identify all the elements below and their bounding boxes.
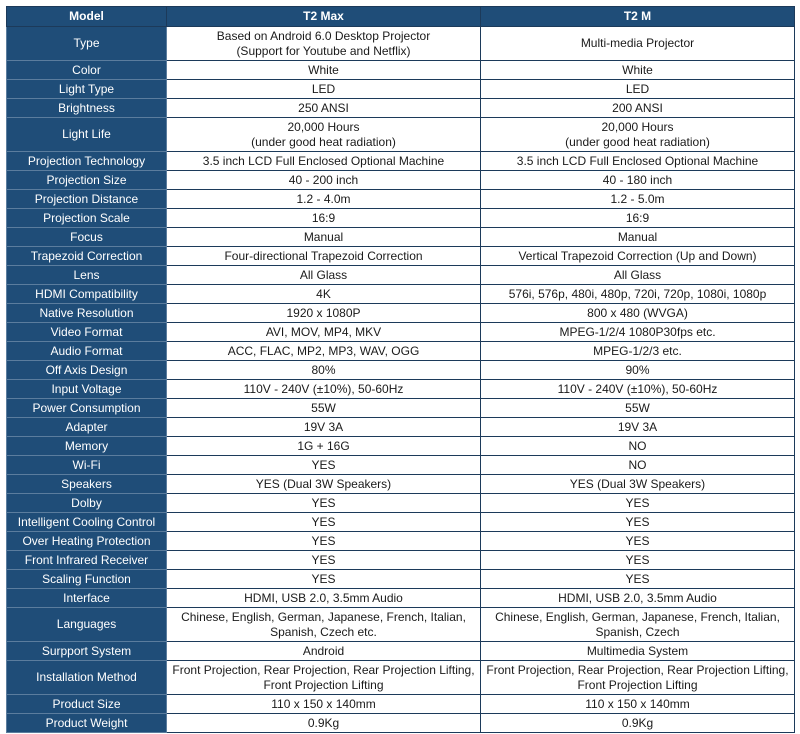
cell-line: NO [628,457,647,472]
cell-line: 1.2 - 4.0m [296,191,351,206]
cell-line: YES [311,533,336,548]
row-label: Light Type [7,80,167,99]
cell-line: AVI, MOV, MP4, MKV [265,324,382,339]
table-row [7,608,795,642]
row-label: Projection Size [7,171,167,190]
table-row [7,399,795,418]
table-row [7,418,795,437]
row-label: Memory [7,437,167,456]
cell-t2-max [167,532,481,551]
cell-t2-m [481,695,795,714]
cell-t2-max [167,152,481,171]
cell-t2-m [481,80,795,99]
row-label: Front Infrared Receiver [7,551,167,570]
cell-line: 110 x 150 x 140mm [585,696,690,711]
table-row [7,99,795,118]
cell-t2-max [167,27,481,61]
row-label: Installation Method [7,661,167,695]
cell-t2-max [167,342,481,361]
cell-t2-max [167,456,481,475]
cell-t2-max [167,361,481,380]
cell-line: All Glass [299,267,348,282]
cell-t2-m [481,551,795,570]
table-row [7,285,795,304]
cell-t2-m [481,437,795,456]
cell-line: 576i, 576p, 480i, 480p, 720i, 720p, 1080i, 1080p [508,286,767,301]
cell-line: 40 - 200 inch [288,172,359,187]
row-label: Intelligent Cooling Control [7,513,167,532]
table-row [7,714,795,733]
cell-line: White [622,62,653,77]
spec-comparison-table [6,6,795,733]
cell-line: Android [302,643,345,658]
cell-t2-m [481,513,795,532]
header-t2-max: T2 Max [167,7,481,27]
cell-t2-m [481,570,795,589]
cell-t2-max [167,209,481,228]
cell-t2-max [167,285,481,304]
cell-line: 40 - 180 inch [602,172,673,187]
table-row [7,266,795,285]
row-label: Video Format [7,323,167,342]
cell-line: 55W [311,400,336,415]
cell-line: YES [625,495,650,510]
cell-t2-m [481,228,795,247]
table-row [7,342,795,361]
cell-t2-m [481,418,795,437]
cell-line: Four-directional Trapezoid Correction [224,248,423,263]
cell-t2-m [481,27,795,61]
row-label: Product Size [7,695,167,714]
cell-t2-max [167,513,481,532]
row-label: Focus [7,228,167,247]
cell-t2-m [481,661,795,695]
row-label: Adapter [7,418,167,437]
cell-t2-max [167,494,481,513]
cell-line: 16:9 [625,210,650,225]
row-label: Input Voltage [7,380,167,399]
cell-line: Vertical Trapezoid Correction (Up and Down) [518,248,757,263]
row-label: Light Life [7,118,167,152]
table-row [7,532,795,551]
cell-t2-m [481,532,795,551]
cell-line: HDMI, USB 2.0, 3.5mm Audio [558,590,717,605]
cell-t2-m [481,152,795,171]
table-row [7,247,795,266]
cell-t2-max [167,437,481,456]
row-label: Product Weight [7,714,167,733]
cell-line: Based on Android 6.0 Desktop Projector [216,28,431,43]
cell-t2-m [481,380,795,399]
cell-t2-max [167,266,481,285]
table-row [7,323,795,342]
cell-line: 80% [311,362,336,377]
cell-line: 55W [625,400,650,415]
cell-line: Chinese, English, German, Japanese, French, Italian, [181,609,466,624]
row-label: Languages [7,608,167,642]
table-row [7,27,795,61]
cell-line: Chinese, English, German, Japanese, French, Italian, [495,609,780,624]
row-label: Type [7,27,167,61]
cell-line: LED [311,81,336,96]
cell-line: 0.9Kg [307,715,340,730]
cell-line: 1920 x 1080P [286,305,361,320]
cell-t2-max [167,551,481,570]
row-label: Wi-Fi [7,456,167,475]
cell-line: 200 ANSI [612,100,663,115]
cell-t2-max [167,304,481,323]
cell-line: 250 ANSI [298,100,349,115]
cell-line: (under good heat radiation) [565,134,710,149]
table-body [7,27,795,733]
cell-line: YES [625,552,650,567]
cell-line: YES [311,495,336,510]
table-row [7,118,795,152]
cell-line: Manual [617,229,658,244]
cell-t2-m [481,190,795,209]
table-row [7,589,795,608]
cell-t2-m [481,456,795,475]
spec-table-container [6,6,794,733]
cell-line: 3.5 inch LCD Full Enclosed Optional Machine [202,153,445,168]
cell-line: YES [625,514,650,529]
table-row [7,61,795,80]
cell-line: 90% [625,362,650,377]
table-row [7,456,795,475]
cell-t2-max [167,608,481,642]
cell-t2-m [481,209,795,228]
cell-t2-m [481,589,795,608]
cell-t2-max [167,475,481,494]
table-row [7,209,795,228]
table-row [7,661,795,695]
cell-t2-m [481,342,795,361]
cell-line: YES [311,571,336,586]
cell-line: YES [625,571,650,586]
cell-t2-m [481,285,795,304]
cell-line: 16:9 [311,210,336,225]
cell-line: 3.5 inch LCD Full Enclosed Optional Machine [516,153,759,168]
cell-line: YES [625,533,650,548]
table-row [7,494,795,513]
cell-t2-m [481,361,795,380]
table-row [7,228,795,247]
table-row [7,695,795,714]
cell-line: Spanish, Czech [595,624,680,639]
cell-line: Front Projection, Rear Projection, Rear Projection Lifting, [486,662,789,677]
cell-t2-m [481,304,795,323]
cell-line: LED [625,81,650,96]
cell-t2-max [167,380,481,399]
row-label: Projection Scale [7,209,167,228]
cell-t2-m [481,99,795,118]
cell-t2-max [167,695,481,714]
cell-line: Front Projection Lifting [263,677,384,692]
row-label: Over Heating Protection [7,532,167,551]
cell-line: ACC, FLAC, MP2, MP3, WAV, OGG [227,343,420,358]
cell-line: YES (Dual 3W Speakers) [255,476,392,491]
cell-line: 110V - 240V (±10%), 50-60Hz [243,381,404,396]
cell-t2-m [481,494,795,513]
row-label: Projection Technology [7,152,167,171]
cell-line: 110V - 240V (±10%), 50-60Hz [557,381,718,396]
cell-t2-m [481,608,795,642]
row-label: Lens [7,266,167,285]
row-label: Off Axis Design [7,361,167,380]
cell-t2-max [167,118,481,152]
row-label: Audio Format [7,342,167,361]
row-label: HDMI Compatibility [7,285,167,304]
cell-t2-m [481,247,795,266]
table-row [7,570,795,589]
cell-line: 1G + 16G [297,438,350,453]
cell-line: MPEG-1/2/3 etc. [593,343,682,358]
cell-t2-m [481,642,795,661]
cell-line: Multimedia System [586,643,689,658]
cell-line: HDMI, USB 2.0, 3.5mm Audio [244,590,403,605]
cell-t2-m [481,714,795,733]
cell-line: NO [628,438,647,453]
cell-line: Multi-media Projector [580,36,695,50]
table-row [7,190,795,209]
cell-line: YES [311,552,336,567]
cell-line: Spanish, Czech etc. [270,624,377,639]
cell-t2-max [167,171,481,190]
cell-line: (Support for Youtube and Netflix) [236,43,411,58]
table-row [7,642,795,661]
cell-line: 0.9Kg [621,715,654,730]
cell-line: 800 x 480 (WVGA) [587,305,688,320]
table-row [7,361,795,380]
cell-line: 1.2 - 5.0m [610,191,665,206]
cell-t2-max [167,323,481,342]
cell-t2-max [167,418,481,437]
cell-line: All Glass [613,267,662,282]
table-row [7,304,795,323]
table-row [7,171,795,190]
row-label: Scaling Function [7,570,167,589]
table-row [7,551,795,570]
cell-t2-m [481,266,795,285]
cell-t2-m [481,475,795,494]
cell-t2-max [167,399,481,418]
cell-line: YES (Dual 3W Speakers) [569,476,706,491]
cell-t2-max [167,642,481,661]
table-row [7,437,795,456]
cell-line: MPEG-1/2/4 1080P30fps etc. [559,324,716,339]
cell-t2-max [167,247,481,266]
cell-line: YES [311,514,336,529]
cell-t2-max [167,589,481,608]
cell-line: 4K [316,286,331,301]
cell-line: 110 x 150 x 140mm [271,696,376,711]
cell-line: 19V 3A [617,419,658,434]
cell-line: YES [311,457,336,472]
row-label: Interface [7,589,167,608]
cell-t2-max [167,80,481,99]
cell-t2-max [167,61,481,80]
cell-t2-m [481,61,795,80]
row-label: Color [7,61,167,80]
row-label: Speakers [7,475,167,494]
cell-line: Front Projection, Rear Projection, Rear Projection Lifting, [172,662,475,677]
table-row [7,80,795,99]
cell-t2-max [167,228,481,247]
header-model: Model [7,7,167,27]
cell-line: White [308,62,339,77]
table-header-row [7,7,795,27]
row-label: Dolby [7,494,167,513]
row-label: Projection Distance [7,190,167,209]
cell-line: 20,000 Hours [601,119,674,134]
row-label: Native Resolution [7,304,167,323]
table-row [7,380,795,399]
cell-line: (under good heat radiation) [251,134,396,149]
cell-t2-max [167,190,481,209]
cell-t2-max [167,714,481,733]
cell-line: Front Projection Lifting [577,677,698,692]
row-label: Surpport System [7,642,167,661]
row-label: Trapezoid Correction [7,247,167,266]
cell-line: 20,000 Hours [287,119,360,134]
table-row [7,475,795,494]
cell-t2-m [481,171,795,190]
cell-t2-m [481,118,795,152]
cell-t2-m [481,399,795,418]
table-row [7,513,795,532]
cell-line: 19V 3A [303,419,344,434]
row-label: Power Consumption [7,399,167,418]
cell-t2-max [167,570,481,589]
header-t2-m: T2 M [481,7,795,27]
cell-t2-max [167,661,481,695]
row-label: Brightness [7,99,167,118]
cell-line: Manual [303,229,344,244]
cell-t2-max [167,99,481,118]
cell-t2-m [481,323,795,342]
table-row [7,152,795,171]
